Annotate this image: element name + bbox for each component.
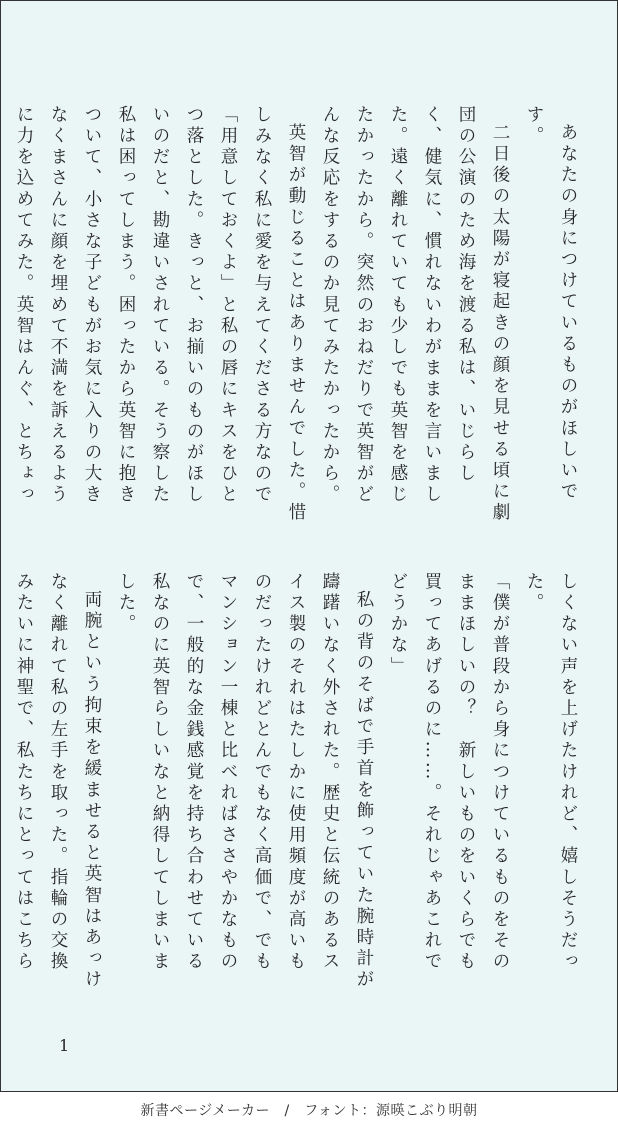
paragraph: 両腕という拘束を緩ませると英智はあっけなく離れて私の左手を取った。指輪の交換みたいに神聖で、私たちにとってはこちら — [14, 572, 102, 991]
paragraph: あなたの身につけているものがほしいです。 — [524, 105, 578, 503]
paragraph: 二日後の太陽が寝起きの顔を見せる頃に劇団の公演のため海を渡る私は、いじらしく、健気に、慣れないわがままを言いました。遠く離れていても少しでも英智を感じたかったから。突然のおねだりで英智がどんな反応をするのか見てみたかったから。 — [320, 105, 510, 524]
text-block-top — [14, 105, 585, 525]
footer-credit: 新書ページメーカー / フォント：源暎こぶり明朝 — [140, 1103, 478, 1119]
paragraph: 私の背のそばで手首を飾っていた腕時計が躊躇いなく外された。歴史と伝統のあるスイス製のそれはたしかに使用頻度が高いものだったけれどとんでもなく高価で、でもマンション一棟と比べればささやかなもので、一般的な金銭感覚を持ち合わせている私なのに英智らしいなと納得してしまいました。 — [116, 572, 374, 991]
text-block-bottom — [14, 572, 585, 992]
paragraph: 「僕が普段から身につけているものをそのままほしいの？ 新しいものをいくらでも買ってあげるのに……。それじゃあこれでどうかな」 — [388, 572, 510, 973]
paragraph: 英智が動じることはありませんでした。惜しみなく私に愛を与えてくださる方なので「用意しておくよ」と私の唇にキスをひとつ落とした。きっと、お揃いのものがほしいのだと、勘違いされている。そう察した私は困ってしまう。困ったから英智に抱きついて、小さな子どもがお気に入りの大きなくまさんに顔を埋めて不満を訴えるように力を込めてみた。英智はんぐ、とちょっ — [14, 105, 306, 524]
paragraph: しくない声を上げたけれど、嬉しそうだった。 — [524, 572, 578, 973]
page-number: 1 — [59, 1036, 70, 1055]
